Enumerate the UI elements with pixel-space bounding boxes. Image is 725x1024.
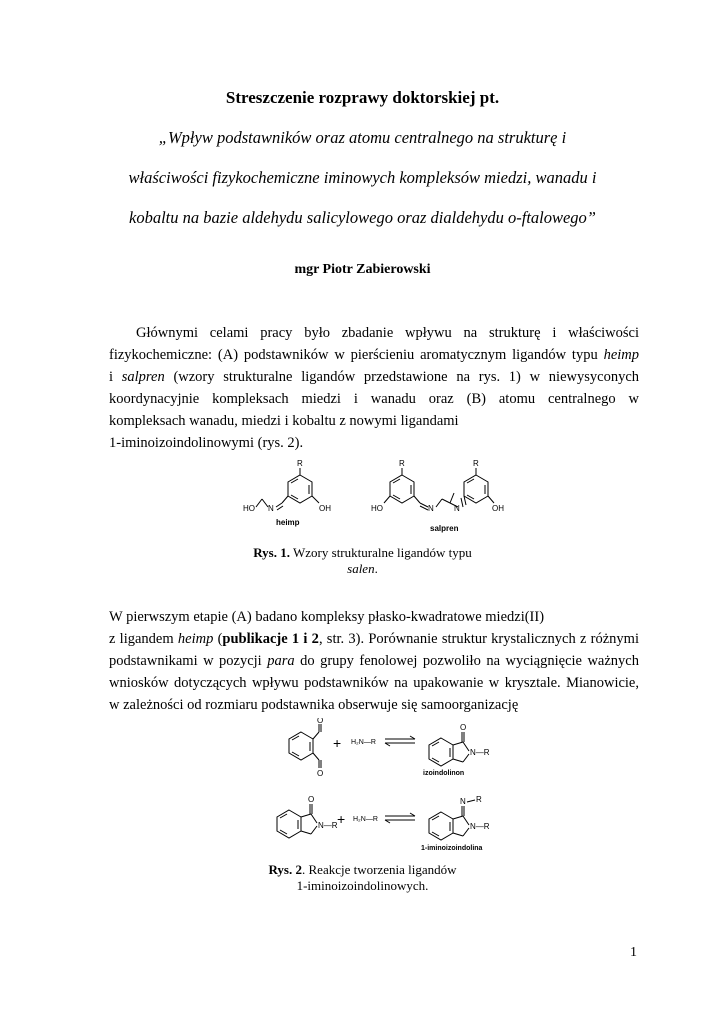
word: miedzi — [241, 413, 281, 429]
page-title: Streszczenie rozprawy doktorskiej pt. — [225, 88, 500, 107]
para1-line-6: 1-iminoizoindolinowymi (rys. 2). — [109, 435, 304, 451]
salpren-oh-label: OH — [492, 504, 504, 513]
amine-1: H₂N—R — [351, 739, 376, 746]
salpren-name: salpren — [430, 524, 459, 533]
plus-sign-1: + — [333, 735, 342, 751]
heimp-oh-label: OH — [319, 504, 331, 513]
word: zależności — [123, 697, 184, 713]
iminoizoindolina-nr: N—R — [470, 822, 490, 831]
para2-line-2 — [109, 628, 639, 650]
word: pierwszym — [126, 609, 190, 625]
salpren-r-left: R — [399, 459, 405, 468]
word: miedzi(II) — [485, 609, 545, 625]
word: wanadu, — [189, 413, 238, 429]
para1-line-2 — [109, 344, 639, 366]
para1-line-1-text: Głównymi celami pracy było zbadanie wpływu na strukturę i właściwości — [136, 325, 639, 341]
heimp-n-label: N — [268, 504, 274, 513]
caption-2-line-2: 1-iminoizoindolinowych. — [296, 878, 429, 893]
word: badano — [255, 609, 298, 625]
word: nowymi — [349, 413, 397, 429]
amine-2: H₂N—R — [353, 816, 378, 823]
page-number: 1 — [630, 945, 637, 960]
word: ligandami — [400, 413, 459, 429]
heimp-benzene-ring — [288, 475, 312, 503]
salpren-r-right: R — [473, 459, 479, 468]
figure-2-caption — [230, 862, 495, 894]
ligand-salpren: salpren — [121, 369, 165, 385]
ligand-heimp: heimp — [603, 347, 639, 363]
para1-line-1 — [109, 322, 639, 344]
salpren-n-right: N — [454, 504, 460, 513]
para2-line-2a: z ligandem — [109, 631, 178, 647]
figure-2-reactions — [265, 718, 505, 858]
para1-line-4: koordynacyjnie kompleksach miedzi i wanadu oraz (B) atomu centralnego w — [109, 391, 639, 407]
imine-n: N — [460, 797, 466, 806]
heimp-imine-bond — [276, 503, 282, 507]
publication-ref: publikacje 1 i 2 — [222, 631, 319, 647]
izoindolinon-nr: N—R — [470, 748, 490, 757]
para2-line-5 — [109, 694, 639, 716]
para-position: para — [267, 653, 295, 669]
word: z — [339, 413, 346, 429]
aldehyde-o-top: O — [317, 718, 324, 725]
para1-line-3a: i — [109, 369, 122, 385]
product-izoindolinon: izoindolinon — [423, 770, 465, 777]
isoindolinone-o: O — [308, 795, 315, 804]
subtitle-line-2: właściwości fizykochemiczne iminowych kompleksów miedzi, wanadu i — [128, 168, 597, 187]
author: mgr Piotr Zabierowski — [294, 262, 431, 277]
para2-line-2e: , str. 3). Porównanie struktur krystalicznych z różnymi — [318, 631, 639, 647]
izoindolinon-ring — [429, 738, 453, 766]
word: obserwuje — [338, 697, 398, 713]
caption-1-label: Rys. 1. — [253, 545, 290, 560]
word: kobaltu — [292, 413, 336, 429]
isoindolinone-reactant-ring — [277, 810, 301, 838]
caption-2-text: . Reakcje tworzenia ligandów — [302, 862, 457, 877]
subtitle-line-1: „Wpływ podstawników oraz atomu centralnego na strukturę i — [158, 128, 567, 147]
para1-line-3c: (wzory strukturalne ligandów przedstawione na rys. 1) w niewysyconych — [164, 369, 639, 385]
phthalaldehyde-ring — [289, 732, 313, 760]
word: samoorganizację — [421, 697, 519, 713]
salpren-n-left: N — [428, 504, 434, 513]
product-iminoizoindolina: 1-iminoizoindolina — [421, 845, 483, 852]
word: podstawnika — [261, 697, 335, 713]
paragraph-1 — [109, 322, 639, 454]
heimp-name: heimp — [276, 518, 300, 527]
caption-1-line-2: salen — [347, 561, 375, 576]
figure-1-caption: Rys. 1. Wzory strukturalne ligandów typu salen. — [253, 545, 472, 576]
paragraph-2 — [109, 606, 639, 716]
word: etapie — [193, 609, 228, 625]
para1-line-3 — [109, 366, 639, 388]
word: w — [109, 697, 120, 713]
word: się — [401, 697, 418, 713]
aldehyde-o-bottom: O — [317, 769, 324, 778]
para1-line-2-text: fizykochemiczne: (A) podstawników w pierścieniu aromatycznym ligandów typu — [109, 347, 604, 363]
word: od — [187, 697, 202, 713]
iminoizoindolina-ring — [429, 812, 453, 840]
heimp-ho-label: HO — [243, 504, 255, 513]
isoindolinone-nr: N—R — [318, 821, 338, 830]
para2-line-3a: podstawnikami w pozycji — [109, 653, 268, 669]
caption-2-label: Rys. 2 — [268, 862, 302, 877]
imine-r: R — [476, 795, 482, 804]
para2-line-3 — [109, 650, 639, 672]
word: i — [284, 413, 289, 429]
para2-line-3c: do grupy fenolowej pozwoliło na wyciągnięcie ważnych — [294, 653, 639, 669]
word: płasko-kwadratowe — [368, 609, 482, 625]
ligand-heimp-2: heimp — [177, 631, 214, 647]
salpren-ho-label: HO — [371, 504, 383, 513]
salpren-right-ring — [464, 475, 488, 503]
heimp-r-label: R — [297, 459, 303, 468]
word: kompleksy — [300, 609, 365, 625]
word: (A) — [231, 609, 252, 625]
para2-line-1 — [109, 606, 639, 628]
subtitle-line-3: kobaltu na bazie aldehydu salicylowego oraz dialdehydu o-ftalowego” — [129, 208, 596, 227]
figure-1-structures — [240, 455, 520, 535]
word: kompleksach — [109, 413, 186, 429]
word: W — [109, 609, 123, 625]
izoindolinon-o: O — [460, 723, 467, 732]
para2-line-2c: ( — [213, 631, 223, 647]
para1-line-5 — [109, 410, 639, 432]
word: rozmiaru — [205, 697, 258, 713]
salpren-left-ring — [390, 475, 414, 503]
para2-line-4: wniosków dotyczących wpływu podstawników na upakowanie w krysztale. Mianowicie, — [109, 675, 639, 691]
plus-sign-2: + — [337, 811, 346, 827]
heimp-oh-bond — [312, 496, 319, 503]
caption-1-text: Wzory strukturalne ligandów typu — [290, 545, 472, 560]
